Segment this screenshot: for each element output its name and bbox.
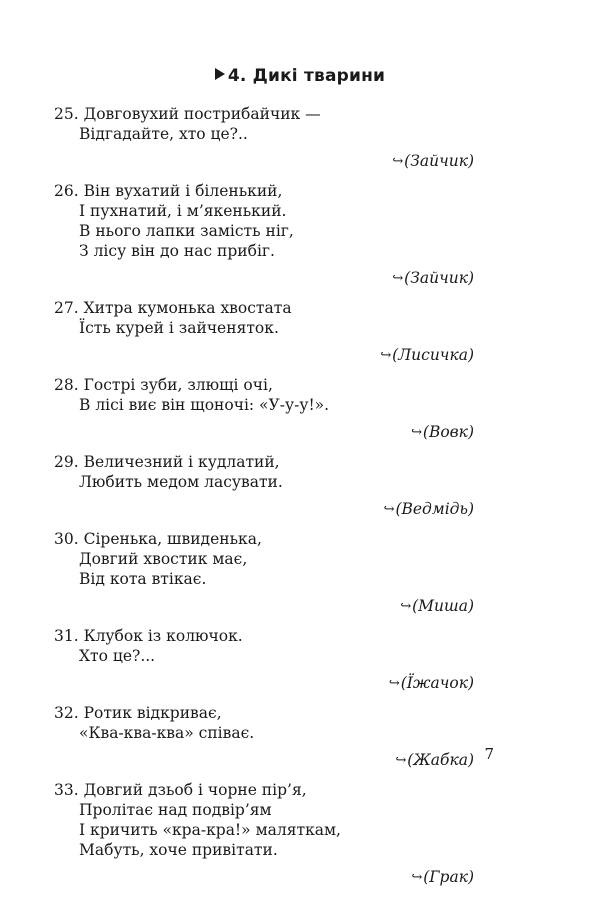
riddle-line-text: Довговухий пострибайчик —	[83, 105, 321, 123]
riddle-line	[54, 395, 474, 415]
riddle-line-text: Ротик відкриває,	[83, 704, 222, 722]
riddle-line	[54, 569, 474, 589]
riddle-line-text: В лісі виє він щоночі: «У-у-у!».	[79, 396, 330, 414]
riddle-number: 32.	[54, 704, 79, 722]
riddle-item	[54, 529, 474, 618]
riddle-item	[54, 375, 474, 444]
riddle-item	[54, 780, 474, 889]
hook-arrow-icon: ↪	[388, 676, 400, 691]
riddle-answer	[54, 750, 474, 772]
riddle-answer-text: (Їжачок)	[400, 674, 474, 692]
riddle-first-line	[54, 626, 474, 646]
riddle-line-text: Сіренька, швиденька,	[83, 530, 262, 548]
riddle-number: 27.	[54, 299, 79, 317]
riddle-answer	[54, 867, 474, 889]
riddle-answer-text: (Вовк)	[422, 423, 474, 441]
riddle-answer	[54, 422, 474, 444]
riddle-line	[54, 800, 474, 820]
hook-arrow-icon: ↪	[395, 753, 407, 768]
riddle-first-line	[54, 703, 474, 723]
riddle-line-text: Їсть курей і зайченяток.	[79, 319, 279, 337]
riddle-line-text: З лісу він до нас прибіг.	[79, 242, 275, 260]
hook-arrow-icon: ↪	[411, 870, 423, 885]
riddle-answer-text: (Ведмідь)	[395, 500, 474, 518]
riddle-line	[54, 201, 474, 221]
riddle-line	[54, 723, 474, 743]
riddle-item	[54, 703, 474, 772]
riddle-item	[54, 626, 474, 695]
riddle-line	[54, 221, 474, 241]
riddle-answer	[54, 268, 474, 290]
riddle-line-text: Довгий хвостик має,	[79, 550, 248, 568]
riddle-first-line	[54, 181, 474, 201]
riddle-line-text: Довгий дзьоб і чорне пір’я,	[83, 781, 307, 799]
hook-arrow-icon: ↪	[392, 271, 404, 286]
hook-arrow-icon: ↪	[380, 348, 392, 363]
riddle-answer	[54, 596, 474, 618]
riddle-line-text: Пролітає над подвір’ям	[79, 801, 272, 819]
riddle-number: 31.	[54, 627, 79, 645]
page-number: 7	[484, 745, 494, 763]
riddle-number: 29.	[54, 453, 79, 471]
hook-arrow-icon: ↪	[383, 502, 395, 517]
section-title-text: 4. Дикі тварини	[227, 66, 386, 86]
riddle-first-line	[54, 298, 474, 318]
riddle-number: 25.	[54, 105, 79, 123]
riddle-answer-text: (Миша)	[412, 597, 474, 615]
riddle-answer-text: (Жабка)	[407, 751, 474, 769]
riddle-item	[54, 181, 474, 290]
riddle-line-text: Мабуть, хоче привітати.	[79, 841, 278, 859]
riddle-first-line	[54, 529, 474, 549]
riddle-line-text: «Ква-ква-ква» співає.	[79, 724, 255, 742]
riddle-item	[54, 452, 474, 521]
riddle-line	[54, 318, 474, 338]
riddle-list	[54, 104, 474, 897]
riddle-first-line	[54, 375, 474, 395]
riddle-line	[54, 241, 474, 261]
riddle-number: 30.	[54, 530, 79, 548]
riddle-line-text: Любить медом ласувати.	[79, 473, 283, 491]
section-heading	[0, 66, 600, 86]
riddle-line-text: Хто це?...	[79, 647, 156, 665]
riddle-number: 28.	[54, 376, 79, 394]
riddle-line	[54, 820, 474, 840]
riddle-answer-text: (Лисичка)	[392, 346, 474, 364]
riddle-line	[54, 549, 474, 569]
riddle-first-line	[54, 104, 474, 124]
riddle-line-text: І пухнатий, і м’якенький.	[79, 202, 287, 220]
riddle-line-text: Відгадайте, хто це?..	[79, 125, 248, 143]
riddle-line	[54, 124, 474, 144]
riddle-answer	[54, 151, 474, 173]
riddle-line-text: Від кота втікає.	[79, 570, 207, 588]
riddle-number: 33.	[54, 781, 79, 799]
riddle-item	[54, 104, 474, 173]
riddle-line-text: Клубок із колючок.	[83, 627, 243, 645]
riddle-answer-text: (Зайчик)	[404, 152, 474, 170]
riddle-number: 26.	[54, 182, 79, 200]
triangle-right-icon	[215, 68, 225, 80]
riddle-item	[54, 298, 474, 367]
riddle-answer-text: (Зайчик)	[404, 269, 474, 287]
riddle-line-text: Хитра кумонька хвостата	[83, 299, 292, 317]
riddle-answer	[54, 345, 474, 367]
riddle-first-line	[54, 452, 474, 472]
riddle-answer-text: (Грак)	[423, 868, 474, 886]
riddle-line	[54, 840, 474, 860]
riddle-line	[54, 472, 474, 492]
riddle-line-text: В нього лапки замість ніг,	[79, 222, 294, 240]
riddle-answer	[54, 673, 474, 695]
riddle-line-text: Величезний і кудлатий,	[83, 453, 280, 471]
riddle-line-text: Він вухатий і біленький,	[83, 182, 283, 200]
riddle-first-line	[54, 780, 474, 800]
riddle-answer	[54, 499, 474, 521]
riddle-line-text: Гострі зуби, злющі очі,	[83, 376, 273, 394]
hook-arrow-icon: ↪	[410, 425, 422, 440]
riddle-line-text: І кричить «кра-кра!» маляткам,	[79, 821, 341, 839]
hook-arrow-icon: ↪	[400, 599, 412, 614]
hook-arrow-icon: ↪	[392, 154, 404, 169]
riddle-line	[54, 646, 474, 666]
